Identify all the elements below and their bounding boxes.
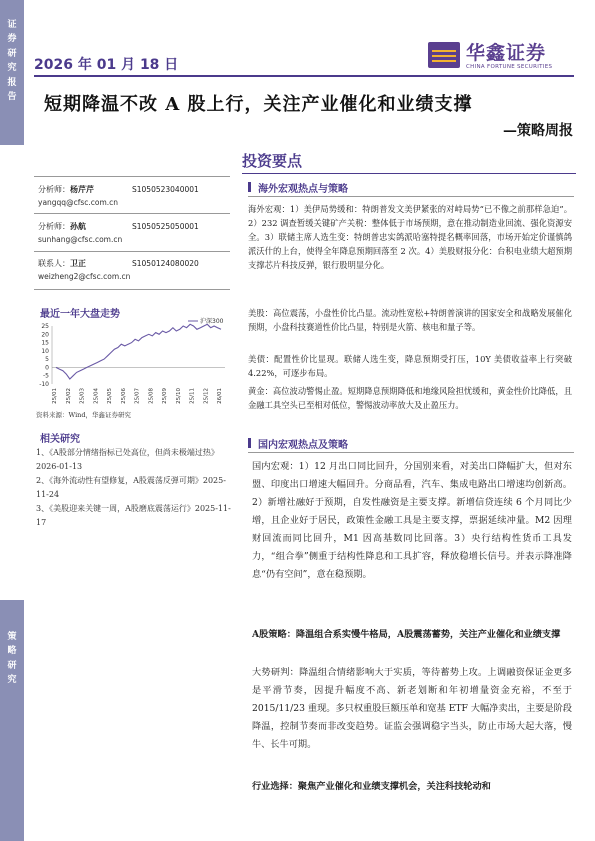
y-tick-label: 15 (41, 339, 49, 347)
y-tick-label: 25 (41, 323, 49, 330)
us-stock-paragraph: 美股：高位震荡，小盘性价比凸显。流动性宽松+特朗普演讲的国家安全和战略发展催化预期，小盘科技赛道性价比凸显，特别是火箭、核电和量子等。 (248, 308, 572, 332)
analyst-1: 分析师：杨芹芹 (38, 184, 94, 194)
x-tick-label: 25/07 (134, 388, 141, 404)
a-share-strategy-paragraph: A股策略：降温组合系实慢牛格局，A股震荡蓄势，关注产业催化和业绩支撑 (252, 629, 561, 640)
y-tick-label: 10 (41, 347, 49, 355)
header-divider (34, 75, 574, 77)
related-item[interactable]: 3、《美股迎来关键一周，A股磨底震荡运行》2025-11-17 (36, 504, 231, 527)
report-type-label: 证 券 研 究 报 告 (7, 20, 17, 102)
analyst-box (34, 176, 230, 294)
research-type-label: 策 略 研 究 (7, 632, 17, 686)
related-item[interactable]: 1、《A股部分情绪指标已处高位，但尚未极端过热》2026-01-13 (36, 448, 219, 471)
report-title: 短期降温不改 A 股上行，关注产业催化和业绩支撑 (44, 94, 473, 115)
legend-label: 沪深300 (200, 318, 224, 325)
contact-1: 联系人：卫正 (38, 258, 86, 268)
contact-1-email[interactable]: weizheng2@cfsc.com.cn (38, 272, 131, 281)
divider (248, 452, 574, 453)
overseas-section-heading: 海外宏观热点与策略 (248, 180, 348, 195)
analyst-2: 分析师：孙航 (38, 221, 86, 231)
section-heading-key-points: 投资要点 (242, 150, 576, 174)
x-tick-label: 25/12 (203, 388, 210, 404)
x-tick-label: 25/06 (120, 388, 127, 404)
report-subtitle: —策略周报 (503, 123, 573, 139)
x-tick-label: 25/04 (93, 388, 100, 404)
y-tick-label: 20 (41, 331, 49, 339)
x-tick-label: 25/10 (175, 388, 182, 404)
gold-paragraph: 黄金：高位波动警惕止盈。短期降息预期降低和地缘风险担忧缓和，黄金性价比降低，且金融工具空头已至相对低位，警惕波动率放大及止盈压力。 (248, 386, 572, 410)
x-tick-label: 25/01 (52, 388, 58, 404)
x-tick-label: 25/05 (107, 388, 113, 404)
series-line-hs300 (56, 324, 221, 379)
x-tick-label: 26/01 (217, 388, 223, 404)
overseas-macro-paragraph: 海外宏观：1）美伊局势缓和：特朗普发文美伊紧张的对峙局势“已不像之前那样急迫”。2）232 调查暂缓关键矿产关税：整体低于市场预期，意在推动制造业回流、强化资源安全。3）联储主席人选生变：特朗普忠实鸽派哈塞特提名概率回落，市场开始定价谨慎鸽派沃什的上台，使得全年降息预期回落至 2 次。4）美股财报分化：台积电业绩大超预期支撑芯片科技反弹，银行股明显分化。 (248, 204, 572, 270)
analyst-1-id: S1050523040001 (132, 185, 199, 194)
domestic-section-heading: 国内宏观热点及策略 (248, 436, 348, 451)
logo-mark-icon (428, 42, 460, 68)
y-tick-label: -5 (43, 372, 49, 380)
chart-source: 资料来源：Wind，华鑫证券研究 (36, 411, 131, 419)
related-research-title: 相关研究 (40, 434, 80, 445)
trend-judgement-paragraph: 大势研判：降温组合情绪影响大于实质，等待蓄势上攻。上调融资保证金更多是平滑节奏，因提升幅度不高、新老划断和年初增量资金充裕，不至于 2015/11/23 重现。多只权重股巨额压单和宽基 ETF 大幅净卖出，主要是阶段降温，控制节奏而非改变趋势。证监会强调稳字当头，防止市场大起大落，慢牛、长牛可期。 (252, 667, 572, 750)
related-research-list (36, 446, 232, 530)
analyst-2-email[interactable]: sunhang@cfsc.com.cn (38, 235, 123, 244)
analyst-2-id: S1050525050001 (132, 222, 199, 231)
market-trend-chart (30, 312, 235, 422)
report-date: 2026 年 01 月 18 日 (34, 57, 179, 73)
x-tick-label: 25/03 (79, 388, 86, 404)
y-tick-label: 0 (45, 364, 49, 372)
company-logo: 华鑫证券 CHINA FORTUNE SECURITIES (428, 38, 578, 74)
x-tick-label: 25/09 (162, 388, 168, 404)
chart-title: 最近一年大盘走势 (40, 309, 120, 320)
contact-1-id: S1050124080020 (132, 259, 199, 268)
analyst-1-email[interactable]: yangqq@cfsc.com.cn (38, 198, 119, 207)
industry-selection-paragraph: 行业选择：聚焦产业催化和业绩支撑机会，关注科技轮动和 (252, 781, 491, 792)
related-item[interactable]: 2、《海外流动性有望修复，A股震荡反弹可期》2025-11-24 (36, 476, 226, 499)
y-tick-label: -10 (39, 381, 49, 388)
x-tick-label: 25/11 (189, 388, 196, 404)
domestic-macro-paragraph: 国内宏观：1）12 月出口同比回升，分国别来看，对美出口降幅扩大，但对东盟、印度出口增速大幅回升。分商品看，汽车、集成电路出口增速均创新高。2）新增社融好于预期，自发性融资是主要支撑。新增信贷连续 6 个月同比少增，且企业好于居民，政策性金融工具是主要支撑，票据延续冲量。M2 因理财回流而同比回升，M1 因高基数同比回落。3）央行结构性货币工具发力，“组合拳”侧重于结构性降息和工具扩容，释放稳增长信号。并表示降准降息“仍有空间”，意在稳预期。 (252, 461, 572, 580)
us-bond-paragraph: 美债：配置性价比显现。联储人选生变，降息预期受打压，10Y 美债收益率上行突破 4.22%，可逐步布局。 (248, 354, 572, 378)
x-tick-label: 25/08 (148, 388, 155, 404)
x-tick-label: 25/02 (65, 388, 72, 404)
y-tick-label: 5 (45, 356, 49, 364)
divider (248, 196, 574, 197)
